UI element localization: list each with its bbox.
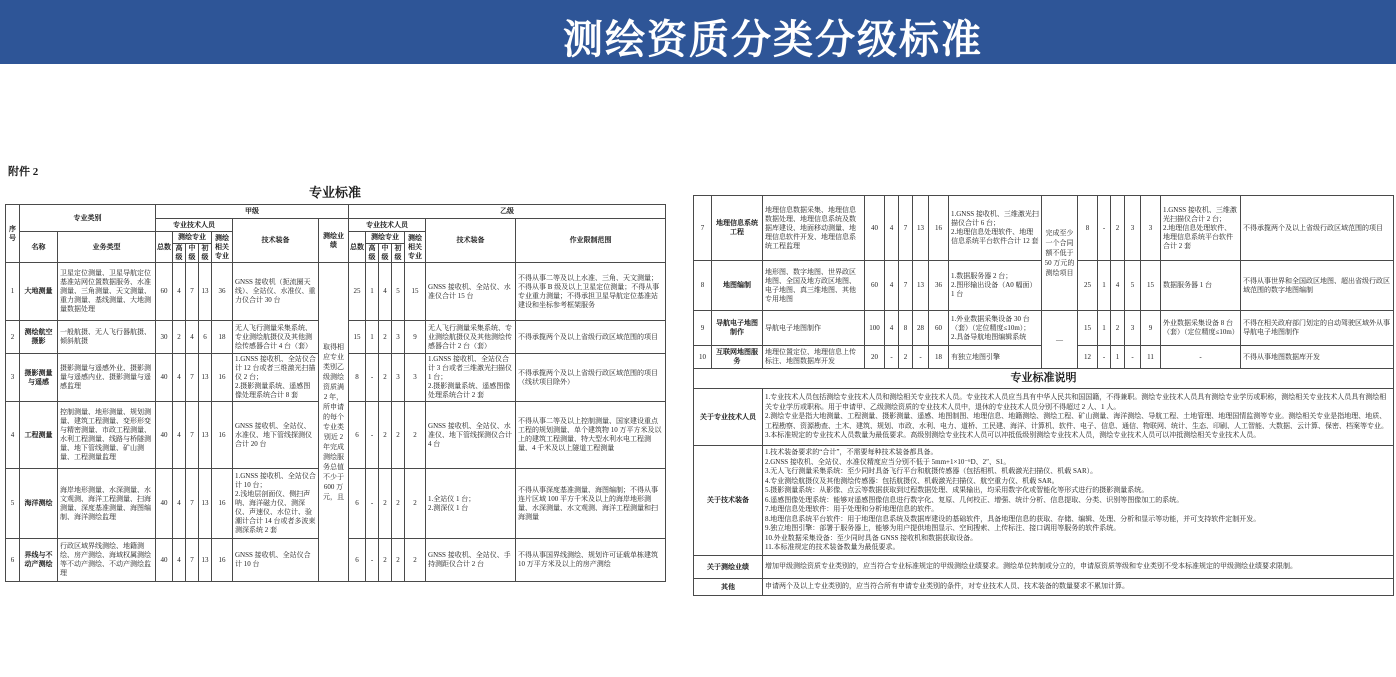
grade-b-personnel-count: 1 <box>1098 311 1111 346</box>
text-line: 2.地理信息处理软件、地理信息系统平台软件合计 12 套 <box>951 228 1039 245</box>
grade-b-personnel-count: 8 <box>1078 196 1098 261</box>
row-number: 8 <box>694 261 712 311</box>
note-row <box>694 579 1394 596</box>
note-label: 关于技术装备 <box>694 446 763 556</box>
notes-title-row <box>694 369 1394 389</box>
business-types: 地形图、数字地图、世界政区地图、全国及地方政区地图、电子地图、真三维地图、其他专用地图 <box>763 261 865 311</box>
grade-a-equipment: GNSS 接收机（扼流圈天线）、全站仪、水准仪、重力仪合计 30 台 <box>233 263 319 321</box>
grade-b-personnel-count: 2 <box>379 321 392 354</box>
grade-b-personnel-count: 3 <box>1125 311 1141 346</box>
grade-b-equipment <box>426 354 516 402</box>
grade-a-equipment <box>949 311 1042 346</box>
note-content <box>763 556 1394 579</box>
text-line: 2.摄影测量系统、遥感图像处理系统合计 8 套 <box>235 382 311 399</box>
grade-a-personnel-count: 18 <box>212 321 233 354</box>
grade-a-equipment: 有独立地图引擎 <box>949 346 1042 369</box>
grade-b-personnel-count: 3 <box>392 321 405 354</box>
header-achievement: 测绘业绩 <box>319 219 349 263</box>
grade-a-personnel-count: 30 <box>156 321 173 354</box>
grade-a-personnel-count: 7 <box>899 261 913 311</box>
grade-b-personnel-count: 2 <box>379 539 392 582</box>
grade-a-personnel-count: 7 <box>186 354 199 402</box>
header-mid-a: 中级 <box>186 244 199 263</box>
header-category: 专业类别 <box>20 205 156 232</box>
grade-b-equipment: 无人飞行测量采集系统、专业测绘航摄仪及其他测绘传感器合计 2 台（套） <box>426 321 516 354</box>
header-business: 业务类型 <box>58 232 156 263</box>
business-types: 海岸地形测量、水深测量、水文观测、海洋工程测量、扫海测量、深度基准测量、海图编制、海洋测绘监理 <box>58 469 156 539</box>
grade-a-personnel-count: 16 <box>212 354 233 402</box>
grade-b-personnel-count: - <box>366 469 379 539</box>
grade-b-equipment: GNSS 接收机、全站仪、水准仪合计 15 台 <box>426 263 516 321</box>
grade-a-personnel-count: 2 <box>173 321 186 354</box>
text-line: 7.地理信息处理软件：用于处理和分析地理信息的软件。 <box>765 505 939 514</box>
grade-b-personnel-count: 6 <box>349 402 366 469</box>
text-line: 2.测绘专业是指大地测量、工程测量、摄影测量、遥感、地图制图、地理信息、地籍测绘、测绘工程、矿山测量、海洋测绘、导航工程、土地管理、地理国情监测等专业。测绘相关专业是指地理、地质、工程勘察、资源勘查、土木、建筑、规划、市政、水利、电力、道桥、工民建、海洋、计算机、软件、电子、信息、通信、物联网、统计、生态、印刷、人工智能、大数据、云计算、保密、档案等专业。 <box>765 412 1388 430</box>
header-survey-major-b: 测绘专业 <box>366 232 405 244</box>
note-label: 关于测绘业绩 <box>694 556 763 579</box>
header-restriction: 作业限制范围 <box>516 219 666 263</box>
note-row <box>694 556 1394 579</box>
grade-a-personnel-count: 4 <box>885 261 899 311</box>
category-name: 地理信息系统工程 <box>712 196 763 261</box>
right-table-area <box>693 195 1393 596</box>
grade-b-equipment: GNSS 接收机、全站仪、水准仪、地下管线探测仪合计 4 台 <box>426 402 516 469</box>
text-line: 3.无人飞行测量采集系统：至少同时具备飞行平台和航摄传感器（包括相机、机载激光扫描仪、机载 SAR）。 <box>765 467 1098 476</box>
text-line: 1.数据服务器 2 台； <box>951 272 1013 280</box>
text-line: 1.GNSS 接收机、三维激光扫描仪合计 2 台； <box>1163 205 1237 223</box>
grade-a-personnel-count: - <box>885 346 899 369</box>
grade-a-personnel-count: 13 <box>913 196 929 261</box>
text-line: 6.遥感图像处理系统：能够对遥感图像信息进行数字化、复原、几何校正、增强、统计分析、信息提取、分类、识别等图像加工的系统。 <box>765 495 1184 504</box>
grade-a-personnel-count: 13 <box>199 263 212 321</box>
business-types: 摄影测量与遥感外业、摄影测量与遥感内业、摄影测量与遥感监理 <box>58 354 156 402</box>
business-types: 控制测量、地形测量、规划测量、建筑工程测量、变形形变与精密测量、市政工程测量、水利工程测量、线路与桥隧测量、地下管线测量、矿山测量、工程测量监理 <box>58 402 156 469</box>
grade-a-personnel-count: 8 <box>899 311 913 346</box>
grade-b-personnel-count: 1 <box>1098 261 1111 311</box>
header-no: 序号 <box>6 205 20 263</box>
operation-restriction: 不得从事二等及以上控制测量、国家建设重点工程的规划测量、单个建筑物 10 万平方米及以上的建筑工程测量、特大型水利水电工程测量、4 千米及以上隧道工程测量 <box>516 402 666 469</box>
grade-b-equipment <box>426 469 516 539</box>
grade-b-personnel-count: 4 <box>379 263 392 321</box>
header-junior-b: 初级 <box>392 244 405 263</box>
notes-section <box>694 369 1394 596</box>
row-number: 4 <box>6 402 20 469</box>
grade-b-personnel-count: 15 <box>1078 311 1098 346</box>
category-name: 摄影测量与遥感 <box>20 354 58 402</box>
grade-b-personnel-count: 5 <box>392 263 405 321</box>
grade-a-personnel-count: 40 <box>156 354 173 402</box>
grade-b-personnel-count: 2 <box>392 402 405 469</box>
grade-b-personnel-count: 15 <box>405 263 426 321</box>
row-number: 10 <box>694 346 712 369</box>
header-equipment-a: 技术装备 <box>233 219 319 263</box>
grade-a-personnel-count: 28 <box>913 311 929 346</box>
text-line: 8.地理信息系统平台软件：用于地理信息系统及数据库建设的基础软件，具备地理信息的获取、存储、编辑、处理、分析和显示等功能，并可支持软件定制开发。 <box>765 514 1261 523</box>
category-name: 测绘航空摄影 <box>20 321 58 354</box>
grade-a-personnel-count: 36 <box>212 263 233 321</box>
category-name: 大地测量 <box>20 263 58 321</box>
left-table-area <box>5 185 665 582</box>
business-types: 一般航摄、无人飞行器航摄、倾斜航摄 <box>58 321 156 354</box>
grade-b-equipment: 数据服务器 1 台 <box>1161 261 1241 311</box>
grade-a-personnel-count: 4 <box>885 196 899 261</box>
grade-b-personnel-count: 9 <box>1141 311 1161 346</box>
grade-a-personnel-count: 7 <box>899 196 913 261</box>
category-name: 导航电子地图制作 <box>712 311 763 346</box>
header-personnel-a: 专业技术人员 <box>156 219 233 232</box>
header-senior-a: 高级 <box>173 244 186 263</box>
achievement-requirement: 取得相应专业类别乙级测绘资质满 2 年，所申请的每个专业类别近 2 年完成测绘服务总值不少于 600 万元，且 <box>319 263 349 582</box>
grade-b-personnel-count: 2 <box>379 354 392 402</box>
professional-standards-table-right <box>693 195 1394 596</box>
business-types: 地理信息数据采集、地理信息数据处理、地理信息系统及数据库建设、地面移动测量、地理信息软件开发、地理信息系统工程监理 <box>763 196 865 261</box>
grade-a-personnel-count: 36 <box>929 261 949 311</box>
text-line: 增加甲级测绘资质专业类别的，应当符合专业标准规定的甲级测绘业绩要求。测绘单位转制或分立的，申请原资质等级和专业类别不受本标准规定的甲级测绘业绩要求限制。 <box>765 562 1297 571</box>
grade-b-personnel-count: 15 <box>349 321 366 354</box>
grade-a-personnel-count: 20 <box>865 346 885 369</box>
grade-a-personnel-count: 4 <box>173 539 186 582</box>
grade-a-personnel-count: 13 <box>199 354 212 402</box>
row-number: 2 <box>6 321 20 354</box>
grade-a-personnel-count: 4 <box>173 263 186 321</box>
grade-b-personnel-count: 1 <box>1111 346 1125 369</box>
grade-a-personnel-count: 4 <box>885 311 899 346</box>
grade-b-personnel-count: 12 <box>1078 346 1098 369</box>
grade-a-personnel-count: 60 <box>156 263 173 321</box>
text-line: 11.本标准规定的技术装备数量为最低要求。 <box>765 543 900 552</box>
grade-b-personnel-count: 2 <box>392 469 405 539</box>
row-number: 6 <box>6 539 20 582</box>
grade-a-equipment <box>233 469 319 539</box>
grade-a-personnel-count: 4 <box>186 321 199 354</box>
grade-b-personnel-count: 2 <box>379 402 392 469</box>
grade-b-personnel-count: 6 <box>349 469 366 539</box>
grade-a-personnel-count: - <box>913 346 929 369</box>
grade-a-personnel-count: 2 <box>899 346 913 369</box>
grade-a-personnel-count: 7 <box>186 263 199 321</box>
category-name: 互联网地图服务 <box>712 346 763 369</box>
grade-a-personnel-count: 13 <box>199 469 212 539</box>
grade-b-personnel-count: 8 <box>349 354 366 402</box>
grade-b-personnel-count: 2 <box>1111 311 1125 346</box>
category-row <box>6 263 666 321</box>
header-junior-a: 初级 <box>199 244 212 263</box>
grade-b-personnel-count: 2 <box>392 539 405 582</box>
grade-a-personnel-count: 40 <box>156 402 173 469</box>
grade-b-personnel-count: 2 <box>405 469 426 539</box>
grade-a-personnel-count: 4 <box>173 402 186 469</box>
grade-a-equipment <box>233 354 319 402</box>
grade-b-personnel-count: - <box>366 354 379 402</box>
header-total-a: 总数 <box>156 232 173 263</box>
grade-b-personnel-count: 25 <box>1078 261 1098 311</box>
achievement-requirement: — <box>1042 311 1078 369</box>
grade-b-personnel-count: - <box>366 402 379 469</box>
grade-a-personnel-count: 4 <box>173 354 186 402</box>
document-title: 测绘资质分类分级标准 <box>563 18 983 62</box>
category-name: 海洋测绘 <box>20 469 58 539</box>
grade-b-personnel-count: 2 <box>405 539 426 582</box>
header-name: 名称 <box>20 232 58 263</box>
text-line: 1.GNSS 接收机、全站仪合计 12 台或者三维激光扫描仪 2 台； <box>235 355 316 381</box>
operation-restriction: 不得从事国界线测绘、规划许可证载单栋建筑 10 万平方米及以上的房产测绘 <box>516 539 666 582</box>
text-line: 1.GNSS 接收机、三维激光扫描仪合计 6 台； <box>951 210 1039 227</box>
text-line: 1.专业技术人员包括测绘专业技术人员和测绘相关专业技术人员。专业技术人员应当具有中华人民共和国国籍，不得兼职。测绘专业技术人员具有测绘专业学历或职称，测绘相关专业技术人员具有测绘相关专业学历或职称。用于申请甲、乙级测绘资质的专业技术人员中，退休的专业技术人员分别不得超过 2 人、1 人。 <box>765 393 1387 411</box>
grade-b-personnel-count: 15 <box>1141 261 1161 311</box>
grade-a-equipment: 无人飞行测量采集系统、专业测绘航摄仪及其他测绘传感器合计 4 台（套） <box>233 321 319 354</box>
achievement-requirement: 完成至少一个合同额不低于 50 万元的测绘项目 <box>1042 196 1078 311</box>
grade-a-equipment: GNSS 接收机、全站仪、水准仪、地下管线探测仪合计 20 台 <box>233 402 319 469</box>
header-mid-b: 中级 <box>379 244 392 263</box>
grade-a-personnel-count: 40 <box>865 196 885 261</box>
grade-a-personnel-count: 60 <box>865 261 885 311</box>
row-number: 9 <box>694 311 712 346</box>
grade-a-personnel-count: 13 <box>199 539 212 582</box>
operation-restriction: 不得从事地图数据库开发 <box>1241 346 1394 369</box>
text-line: 1.外业数据采集设备 30 台（套）（定位精度≤10m）； <box>951 314 1031 332</box>
grade-a-personnel-count: 7 <box>186 539 199 582</box>
note-content <box>763 446 1394 556</box>
operation-restriction: 不得从事深度基准测量、海图编制；不得从事连片区域 100 平方千米及以上的海岸地形测量、水深测量、水文观测、海洋工程测量和扫海测量 <box>516 469 666 539</box>
business-types: 卫星定位测量、卫星导航定位基准站网位置数据服务、水准测量、三角测量、天文测量、重力测量、基线测量、大地测量数据处理 <box>58 263 156 321</box>
grade-b-personnel-count: - <box>1125 346 1141 369</box>
grade-b-personnel-count: 4 <box>1111 261 1125 311</box>
grade-a-personnel-count: 7 <box>186 469 199 539</box>
grade-a-personnel-count: 16 <box>212 402 233 469</box>
table-title: 专业标准 <box>308 185 361 200</box>
attachment-label: 附件 2 <box>8 166 39 178</box>
text-line: 1.GNSS 接收机、全站仪合计 3 台或者三维激光扫描仪 1 台； <box>428 355 513 381</box>
text-line: 2.摄影测量系统、遥感图像处理系统合计 2 套 <box>428 382 511 399</box>
grade-b-personnel-count: 25 <box>349 263 366 321</box>
grade-b-personnel-count: 9 <box>405 321 426 354</box>
text-line: 2.GNSS 接收机、全站仪、水准仪精度应当分别不低于 5mm+1×10⁻⁶D、2″、S1。 <box>765 457 1011 466</box>
grade-b-personnel-count: 11 <box>1141 346 1161 369</box>
text-line: 申请两个及以上专业类别的，应当符合所有申请专业类别的条件，对专业技术人员、技术装备的数量要求不累加计算。 <box>765 582 1129 591</box>
operation-restriction: 不得承揽两个及以上省级行政区域范围的项目（线状项目除外） <box>516 354 666 402</box>
note-row <box>694 389 1394 446</box>
grade-a-personnel-count: 40 <box>156 469 173 539</box>
grade-a-personnel-count: 16 <box>212 469 233 539</box>
category-row <box>694 311 1394 346</box>
note-row <box>694 446 1394 556</box>
grade-a-personnel-count: 60 <box>929 311 949 346</box>
grade-a-equipment <box>949 261 1042 311</box>
grade-b-equipment: - <box>1161 346 1241 369</box>
note-label: 关于专业技术人员 <box>694 389 763 446</box>
grade-b-personnel-count: 3 <box>1125 196 1141 261</box>
grade-b-personnel-count: 1 <box>366 321 379 354</box>
text-line: 5.摄影测量系统：从影像、点云等数据获取到过程数据处理、成果输出，均采用数字化或智能化等形式进行的摄影测量系统。 <box>765 486 1149 495</box>
header-personnel-b: 专业技术人员 <box>349 219 426 232</box>
grade-a-personnel-count: 40 <box>156 539 173 582</box>
operation-restriction: 不得从事二等及以上水准、三角、天文测量；不得从事 B 级及以上卫星定位测量；不得从事专业重力测量；不得承担卫星导航定位基准站建设和坐标参考框架服务 <box>516 263 666 321</box>
note-content <box>763 579 1394 596</box>
header-equipment-b: 技术装备 <box>426 219 516 263</box>
operation-restriction: 不得承揽两个及以上省级行政区域范围的项目 <box>1241 196 1394 261</box>
grade-b-personnel-count: 3 <box>392 354 405 402</box>
category-name: 地图编制 <box>712 261 763 311</box>
row-number: 3 <box>6 354 20 402</box>
header-grade-b: 乙级 <box>349 205 666 219</box>
text-line: 9.独立地图引擎：部署于服务器上，能够为用户提供地图显示、空间搜索、上传标注、接口调用等服务的软件系统。 <box>765 524 1121 533</box>
text-line: 4.专业测绘航摄仪及其他测绘传感器：包括航摄仪、机载激光扫描仪、航空重力仪、机载 SAR。 <box>765 476 1059 485</box>
grade-b-personnel-count: - <box>1098 346 1111 369</box>
grade-a-personnel-count: 13 <box>913 261 929 311</box>
right-table-body <box>694 196 1394 369</box>
grade-b-equipment: 外业数据采集设备 8 台（套）（定位精度≤10m） <box>1161 311 1241 346</box>
notes-title: 专业标准说明 <box>694 369 1394 389</box>
grade-a-equipment <box>949 196 1042 261</box>
grade-b-personnel-count: 3 <box>1141 196 1161 261</box>
left-table-body <box>6 263 666 582</box>
grade-a-personnel-count: 100 <box>865 311 885 346</box>
grade-a-personnel-count: 4 <box>173 469 186 539</box>
grade-a-equipment: GNSS 接收机、全站仪合计 10 台 <box>233 539 319 582</box>
grade-b-personnel-count: 2 <box>405 402 426 469</box>
operation-restriction: 不得在相关政府部门划定的自动驾驶区域外从事导航电子地图制作 <box>1241 311 1394 346</box>
grade-b-equipment <box>1161 196 1241 261</box>
grade-b-personnel-count: 6 <box>349 539 366 582</box>
business-types: 导航电子地图制作 <box>763 311 865 346</box>
row-number: 1 <box>6 263 20 321</box>
text-line: 1.技术装备要求的“合计”，不需要每种技术装备都具备。 <box>765 448 938 457</box>
business-types: 行政区域界线测绘、地籍测绘、房产测绘、海域权属测绘等不动产测绘、不动产测绘监理 <box>58 539 156 582</box>
text-line: 10.外业数据采集设备：至少同时具备 GNSS 接收机和数据获取设备。 <box>765 533 978 542</box>
grade-b-personnel-count: - <box>366 539 379 582</box>
grade-b-personnel-count: 1 <box>366 263 379 321</box>
grade-b-equipment: GNSS 接收机、全站仪、手持测距仪合计 2 台 <box>426 539 516 582</box>
note-content <box>763 389 1394 446</box>
grade-a-personnel-count: 18 <box>929 346 949 369</box>
grade-b-personnel-count: 2 <box>379 469 392 539</box>
header-survey-major-a: 测绘专业 <box>173 232 212 244</box>
grade-a-personnel-count: 13 <box>199 402 212 469</box>
operation-restriction: 不得从事世界和全国政区地图、超出省级行政区域范围的数字地图编制 <box>1241 261 1394 311</box>
grade-b-personnel-count: - <box>1098 196 1111 261</box>
text-line: 2.浅地层剖面仪、侧扫声呐、海洋磁力仪、测深仪、声速仪、水位计、验潮计合计 14 台或者多波束测深系统 2 套 <box>235 490 316 534</box>
header-related-b: 测绘相关专业 <box>405 232 426 263</box>
grade-a-personnel-count: 16 <box>212 539 233 582</box>
category-name: 界线与不动产测绘 <box>20 539 58 582</box>
category-row <box>694 196 1394 261</box>
header-related-a: 测绘相关专业 <box>212 232 233 263</box>
text-line: 1.GNSS 接收机、全站仪合计 10 台； <box>235 472 316 489</box>
header-total-b: 总数 <box>349 232 366 263</box>
category-name: 工程测量 <box>20 402 58 469</box>
professional-standards-table-left <box>5 204 666 582</box>
text-line: 2.具备导航地图编辑系统 <box>951 332 1027 341</box>
grade-a-personnel-count: 16 <box>929 196 949 261</box>
grade-b-personnel-count: 3 <box>405 354 426 402</box>
text-line: 3.本标准规定的专业技术人员数量为最低要求。高级别测绘专业技术人员可以冲抵低级别测绘专业技术人员，测绘专业技术人员可以冲抵测绘相关专业技术人员。 <box>765 431 1261 440</box>
operation-restriction: 不得承揽两个及以上省级行政区域范围的项目 <box>516 321 666 354</box>
row-number: 5 <box>6 469 20 539</box>
header-grade-a: 甲级 <box>156 205 349 219</box>
text-line: 2.图形输出设备（A0 幅面）1 台 <box>951 281 1037 298</box>
note-label: 其他 <box>694 579 763 596</box>
grade-b-personnel-count: 2 <box>1111 196 1125 261</box>
header-senior-b: 高级 <box>366 244 379 263</box>
grade-a-personnel-count: 7 <box>186 402 199 469</box>
text-line: 1.全站仪 1 台； <box>428 494 476 503</box>
grade-b-personnel-count: 5 <box>1125 261 1141 311</box>
text-line: 2.地理信息处理软件、地理信息系统平台软件合计 2 套 <box>1163 223 1233 250</box>
text-line: 2.测深仪 1 台 <box>428 503 469 512</box>
title-banner <box>0 0 1396 64</box>
grade-a-personnel-count: 6 <box>199 321 212 354</box>
row-number: 7 <box>694 196 712 261</box>
business-types: 地理位置定位、地理信息上传标注、地图数据库开发 <box>763 346 865 369</box>
